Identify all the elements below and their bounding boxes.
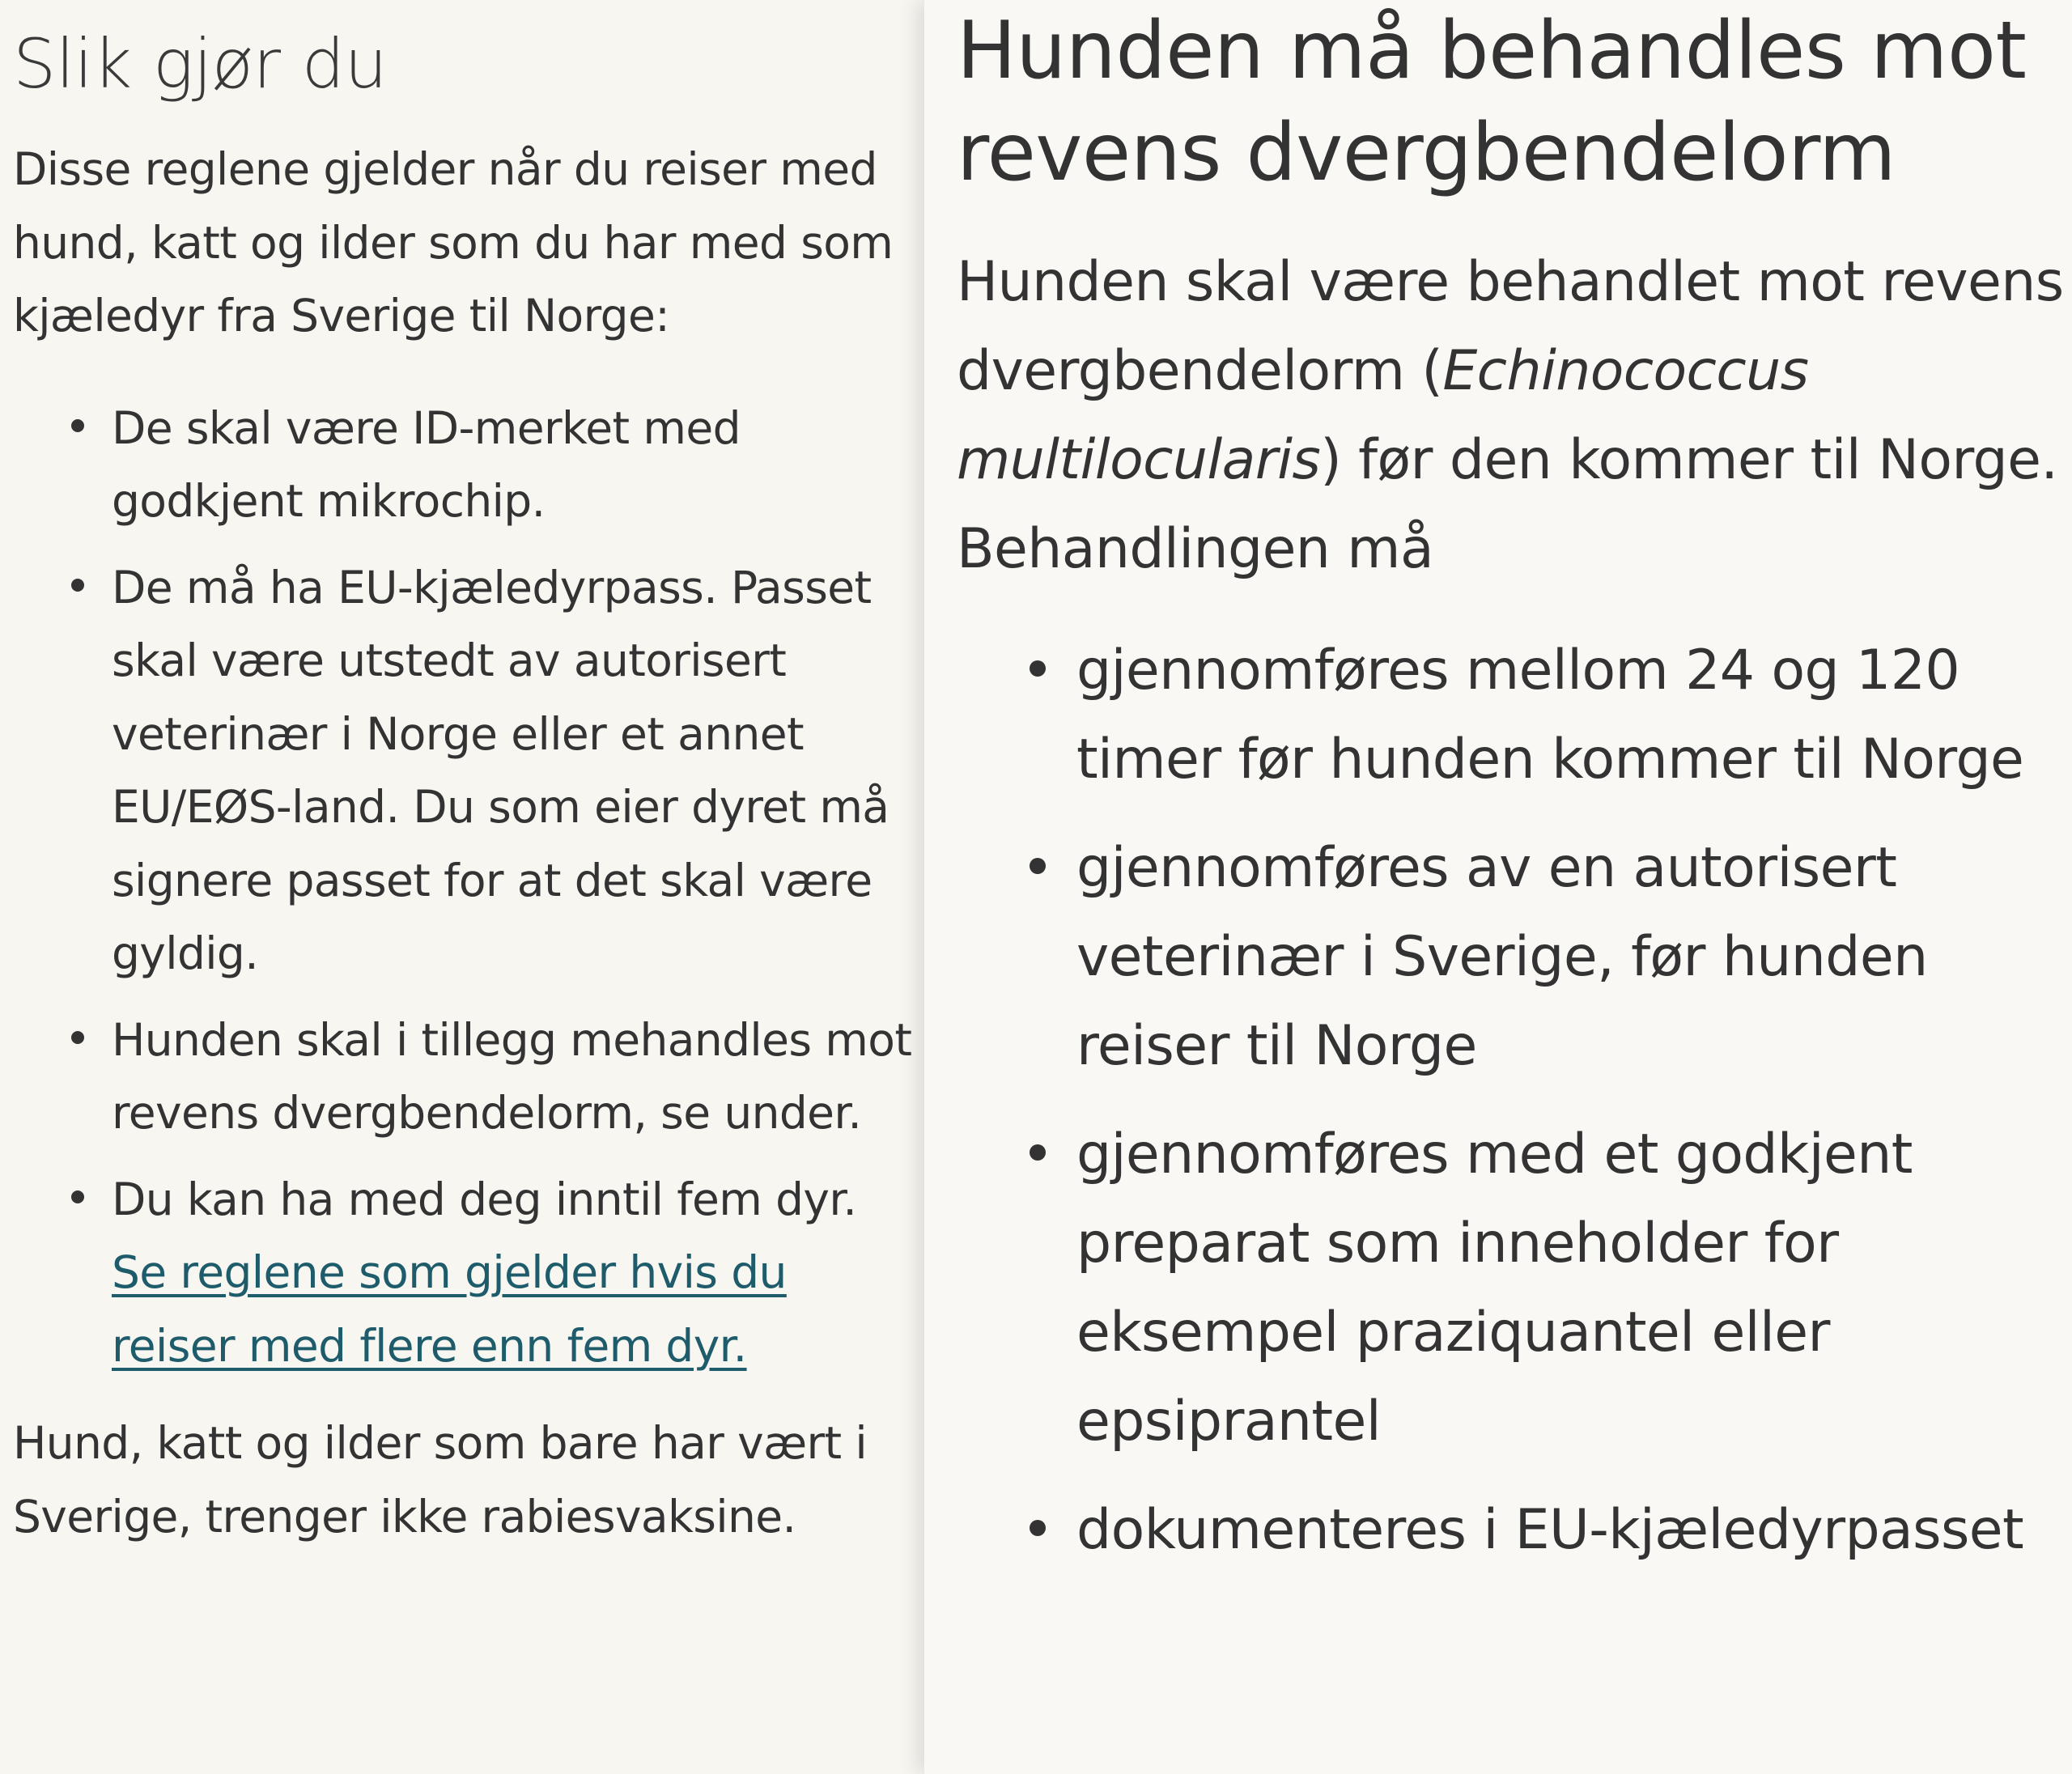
list-item-text: De må ha EU-kjæledyrpass. Passet skal være utstedt av autorisert veterinær i Norge eller et annet EU/EØS-land. Du som eier dyret må signere passet for at det skal være gyldig. [112,561,890,979]
list-item [112,1004,916,1150]
bullet-icon [71,419,84,432]
list-item-text: Du kan ha med deg inntil fem dyr. [112,1173,857,1225]
list-item [1076,1110,2064,1466]
list-item-text: gjennomføres mellom 24 og 120 timer før hunden kommer til Norge [1076,639,2024,792]
intro-text: Hunden skal være behandlet mot revens dvergbendelorm ( [957,250,2064,403]
list-item [112,392,916,538]
list-item-text: gjennomføres med et godkjent preparat som inneholder for eksempel praziquantel eller epsiprantel [1076,1123,1913,1454]
bullet-icon [1030,1520,1046,1536]
left-article-panel [0,0,924,1774]
bullet-icon [1030,858,1046,874]
requirements-list [13,392,916,1383]
bullet-icon [71,1190,84,1203]
treatment-requirements-list [957,626,2064,1575]
rabies-note: Hund, katt og ilder som bare har vært i Sverige, trenger ikke rabiesvaksine. [13,1417,868,1543]
bullet-icon [71,579,84,592]
intro-paragraph: Disse reglene gjelder når du reiser med hund, katt og ilder som du har med som kjæledyr fra Sverige til Norge: [13,143,894,342]
list-item [112,551,916,991]
list-item [1076,824,2064,1091]
bullet-icon [71,1031,84,1044]
species-name: Echinococcus multilocularis [957,339,1809,492]
section-heading: Hunden må behandles mot revens dvergbendelorm [957,5,2027,199]
bullet-icon [1030,660,1046,677]
intro-text: ) før den kommer til Norge. Behandlingen må [957,428,2058,581]
section-heading: Slik gjør du [13,24,388,104]
list-item [1076,1486,2064,1575]
right-article-panel [924,0,2072,1774]
list-item [1076,626,2064,804]
list-item-text: De skal være ID-merket med godkjent mikrochip. [112,401,741,527]
list-item-text: Hunden skal i tillegg mehandles mot revens dvergbendelorm, se under. [112,1013,912,1139]
treatment-intro-paragraph [957,238,2064,594]
more-than-five-animals-link[interactable]: Se reglene som gjelder hvis du reiser med flere enn fem dyr. [112,1246,787,1372]
list-item-text: gjennomføres av en autorisert veterinær i Sverige, før hunden reiser til Norge [1076,836,1928,1078]
list-item-text: dokumenteres i EU-kjæledyrpasset [1076,1498,2024,1562]
bullet-icon [1030,1144,1046,1161]
list-item [112,1163,916,1383]
